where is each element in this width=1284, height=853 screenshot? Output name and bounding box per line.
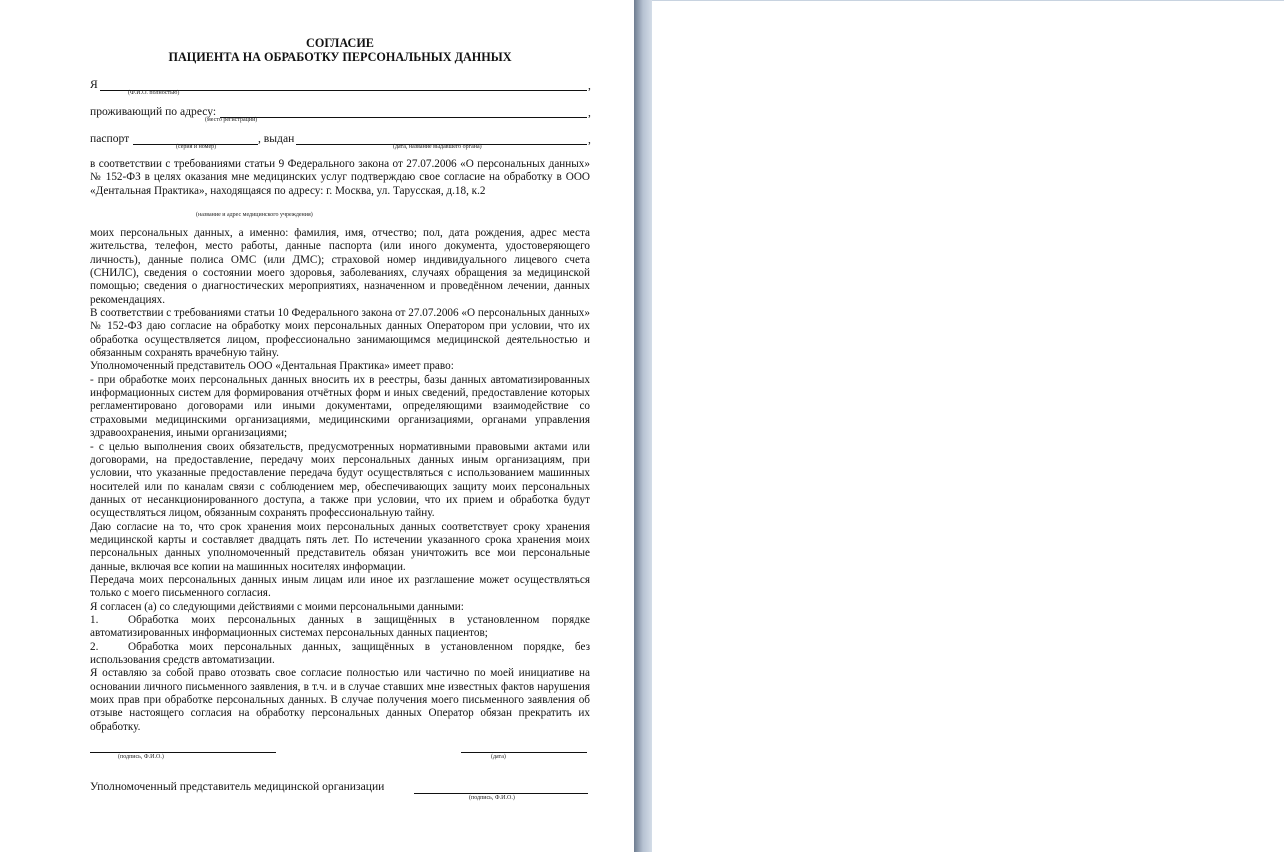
representative-label: Уполномоченный представитель медицинской организации [90,780,385,793]
item-text: Обработка моих персональных данных в защищённых в установленном порядке автоматизированных информационных системах персональных данных пациентов; [90,613,590,640]
issued-caption: (дата, название выдавшего органа) [393,144,482,150]
item-text: Обработка моих персональных данных, защищённых в установленном порядке, без использования средств автоматизации. [90,640,590,666]
item-number: 1. [90,613,99,626]
paragraph-personal-data: моих персональных данных, а именно: фамилия, имя, отчество; пол, дата рождения, адрес места жительства, телефон, место работы, данные паспорта (или иного документа, удостоверяющего личность), данные полиса ОМС (или ДМС); страховой номер индивидуального лицевого счета (СНИЛС), сведения о состоянии моего здоровья, заболеваниях, случаях обращения за медицинской помощью; сведения о диагностических мероприятиях, назначенном и проведённом лечении, данных рекомендациях. [90,227,590,306]
numbered-item [90,614,590,641]
document-page [0,0,634,852]
intro-block [90,158,590,198]
consent-body [90,227,590,734]
document-title: СОГЛАСИЕ [306,36,374,50]
passport-caption: (серия и номер) [176,144,217,150]
item-number: 2. [90,640,99,653]
issued-label: , выдан [258,132,295,145]
intro-paragraph: в соответствии с требованиями статьи 9 Федерального закона от 27.07.2006 «О персональных данных» № 152-ФЗ в целях оказания мне медицинских услуг подтверждаю свое согласие на обработку в ООО «Дентальная Практика», находящаяся по адресу: г. Москва, ул. Тарусская, д.18, к.2 [90,158,590,197]
representative-signature-line[interactable] [414,793,588,794]
issued-comma: , [588,133,591,146]
signature-caption: (подпись, Ф.И.О.) [118,754,164,760]
org-caption: (название и адрес медицинского учреждения) [196,212,313,218]
paragraph-disclosure: Передача моих персональных данных иным лицам или иное их разглашение может осуществляться только с моего письменного согласия. [90,573,590,600]
paragraph-revocation: Я оставляю за собой право отозвать свое согласие полностью или частично по моей инициативе на основании личного письменного заявления, в т.ч. и в случае ставших мне известных фактов нарушения моих прав при обработке персональных данных. В случае получения моего письменного заявления об отзыве настоящего согласия на обработку персональных данных Оператор обязан прекратить их обработку. [90,667,590,733]
fio-comma: , [588,79,591,92]
paragraph-representative-rights: Уполномоченный представитель ООО «Дентальная Практика» имеет право: [90,360,454,373]
paragraph-right-transfer: - с целью выполнения своих обязательств, предусмотренных нормативными правовыми актами или договорами, на предоставление, передачу моих персональных данных иным организациям, при условии, что указанные предоставление передача будут осуществляться с использованием машинных носителей или по каналам связи с соблюдением мер, обеспечивающих защиту моих персональных данных от несанкционированного доступа, а также при условии, что их прием и обработка будут осуществляться лицом, обязанным сохранять профессиональную тайну. [90,440,590,520]
paragraph-agree-actions: Я согласен (а) со следующими действиями с моими персональными данными: [90,600,464,613]
signature-line[interactable] [90,752,276,753]
numbered-item [90,641,590,668]
representative-signature-caption: (подпись, Ф.И.О.) [469,795,515,801]
blank-page-area [652,0,1284,853]
paragraph-storage-term: Даю согласие на то, что срок хранения моих персональных данных соответствует сроку хранения медицинской карты и составляет двадцать пять лет. По истечении указанного срока хранения моих персональных данных уполномоченный представитель обязан уничтожить все мои персональные данные, включая все копии на машинных носителях информации. [90,520,590,573]
address-line[interactable] [220,117,587,118]
date-line[interactable] [461,752,587,753]
address-caption: (место регистрации) [205,117,258,123]
ya-label: Я [90,78,98,91]
paragraph-right-registries: - при обработке моих персональных данных вносить их в реестры, базы данных автоматизированных информационных систем для формирования отчётных форм и иных сведений, предоставление которых регламентировано договорами или иными документами, определяющими взаимодействие со страховыми медицинскими организациями, медицинскими организациями, органами управления здравоохранения, иными организациями; [90,373,590,440]
address-label: проживающий по адресу: [90,105,217,118]
date-caption: (дата) [491,754,506,760]
page-gutter [634,0,652,852]
paragraph-article-10: В соответствии с требованиями статьи 10 Федерального закона от 27.07.2006 «О персональных данных» № 152-ФЗ даю согласие на обработку моих персональных данных Оператором при условии, что их обработка осуществляется лицом, профессионально занимающимся медицинской деятельностью и обязанным сохранять врачебную тайну. [90,307,590,360]
fio-caption: (Ф.И.О. полностью) [128,90,180,96]
address-comma: , [588,106,591,119]
document-subtitle: ПАЦИЕНТА НА ОБРАБОТКУ ПЕРСОНАЛЬНЫХ ДАННЫХ [168,50,512,64]
passport-label: паспорт [90,132,130,145]
